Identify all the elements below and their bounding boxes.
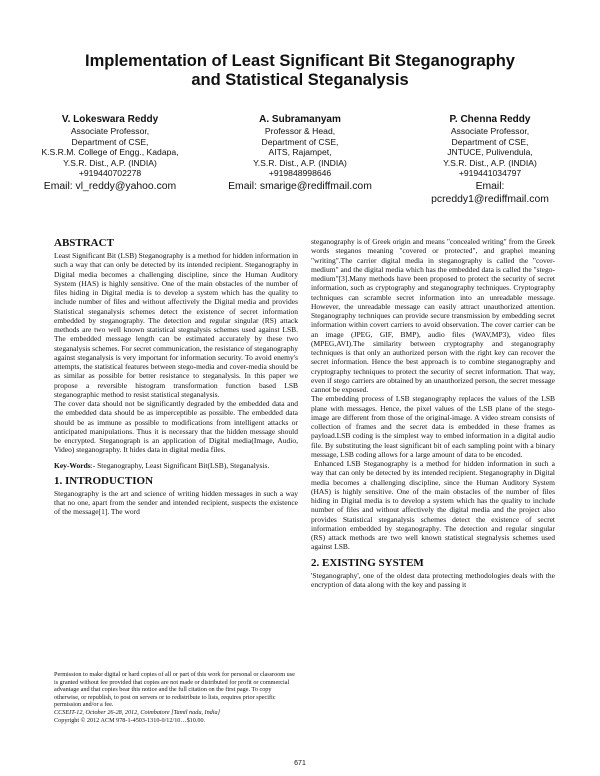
author-affiliation-line: Department of CSE, <box>451 136 529 147</box>
author-phone: +919848998646 <box>268 168 332 179</box>
abstract-paragraph: Least Significant Bit (LSB) Steganography is a method for hidden information in such a way that can only be detected by its intended recipient. Steganography in Digital media becomes a challenging discipline, since the Human Auditory System (HAS) is highly sensitive. One of the main obstacles of the number of files hiding in Digital media is to develop a system which has the quality to include number of files and without affectively the Digital media and provides Statistical steganalysis schemes detect the existence of secret information embedded by steganography. The detection and regular singular (RS) attack methods are two well known statistical stegnalysis schemes used against LSB. The embedded message length can be estimated accurately by these two steganalysis schemes. For secret communication, the resistance of steganography against steganalysis is very important for information security. To avoid enemy's attempts, the statistical features between stego-media and cover-media should be as similar as possible for better resistance to steganalysis. In this paper we propose a reversible histogram transformation function based LSB steganographic method to resist statistical steganalysis. <box>54 251 298 399</box>
author-affiliation-line: JNTUCE, Pulivendula, <box>447 147 533 158</box>
author-affiliation-line: Associate Professor, <box>70 126 150 136</box>
paper-title-line2: and Statistical Steganalysis <box>191 71 409 89</box>
author-name: P. Chenna Reddy <box>449 114 531 125</box>
author-3 <box>400 113 580 206</box>
author-email: Email: <box>475 180 505 192</box>
right-column <box>311 237 555 589</box>
author-affiliation-line: Department of CSE, <box>71 136 149 147</box>
body-paragraph: 'Steganography', one of the oldest data protecting methodologies deals with the encryption of data along with the key and passing it <box>311 570 555 589</box>
copyright-info: Copyright © 2012 ACM 978-1-4503-1310-0/12/10…$10.00. <box>54 716 206 724</box>
introduction-paragraph: Steganography is the art and science of writing hidden messages in such a way that no one, apart from the sender and intended recipient, suspects the existence of the message[1]. The word <box>54 488 298 517</box>
body-paragraph: The embedding process of LSB steganography replaces the values of the LSB plane with messages. Hence, the pixel values of the LSB plane of the stego-image are different from those of the original-image. A video stream consists of collection of frames and the secret data is embedded in these frames as payload.LSB coding is the simplest way to embed information in a digital audio file. By substituting the least significant bit of each sampling point with a binary message, LSB coding allows for a large amount of data to be encoded. <box>311 394 555 459</box>
author-block <box>40 113 560 208</box>
body-paragraph: Enhanced LSB Steganography is a method for hidden information in such a way that can only be detected by its intended recipient. Steganography in Digital media becomes a challenging discipline, since the Human Auditory System (HAS) is highly sensitive. One of the main obstacles of the number of files hiding in Digital media is to develop a system which has the quality to include number of files and without affectively the digital media and the project also provides Statistical steganalysis schemes detect the existence of secret information embedded by steganography. The detection and regular singular (RS) attack methods are two well known statistical stegnalysis schemes used against LSB. <box>311 459 555 552</box>
author-1 <box>20 113 200 193</box>
author-affiliation-line: Department of CSE, <box>261 136 339 147</box>
author-name: A. Subramanyam <box>259 114 341 125</box>
paper-title <box>40 52 560 90</box>
abstract-paragraph: The cover data should not be significantly degraded by the embedded data and the embedded data should be as imperceptible as possible. The embedded data should be as immune as possible to modifications from intelligent attacks or anticipated manipulations. Thus it is necessary that the hidden message should be encrypted. Steganograph is an application of Digital media(Image, Audio, Video) steganography. It hides data in digital media files. <box>54 399 298 455</box>
page-number: 671 <box>294 760 306 767</box>
author-affiliation-line: K.S.R.M. College of Engg., Kadapa, <box>41 147 179 158</box>
author-name: V. Lokeswara Reddy <box>61 114 159 125</box>
conference-info: CCSEIT-12, October 26-28, 2012, Coimbatore [Tamil nadu, India] <box>54 708 220 716</box>
left-column <box>54 237 298 517</box>
author-affiliation-line: Y.S.R. Dist., A.P. (INDIA) <box>63 157 157 168</box>
author-2 <box>210 113 390 193</box>
author-phone: +919440702278 <box>78 168 142 179</box>
existing-system-heading: 2. EXISTING SYSTEM <box>311 556 424 569</box>
keywords <box>54 461 298 470</box>
keywords-label: Key-Words <box>54 460 91 470</box>
author-email: Email: vl_reddy@yahoo.com <box>43 180 177 192</box>
author-phone: +919441034797 <box>458 168 522 179</box>
author-affiliation-line: Associate Professor, <box>450 126 530 136</box>
author-affiliation-line: Professor & Head, <box>264 126 336 136</box>
keywords-text: :- Steganography, Least Significant Bit(LSB), Steganalysis. <box>90 460 270 470</box>
author-email: pcreddy1@rediffmail.com <box>431 193 549 205</box>
author-affiliation-line: Y.S.R. Dist., A.P. (INDIA) <box>253 157 347 168</box>
permission-notice <box>54 671 298 724</box>
author-email: Email: smarige@rediffmail.com <box>228 180 372 192</box>
permission-text: Permission to make digital or hard copies of all or part of this work for personal or classroom use is granted without fee provided that copies are not made or distributed for profit or commercial advantage and that copies bear this notice and the full citation on the first page. To copy otherwise, or republish, to post on servers or to redistribute to lists, requires prior specific permission and/or a fee. <box>54 671 295 709</box>
paper-title-line1: Implementation of Least Significant Bit Steganography <box>85 52 515 70</box>
body-paragraph: steganography is of Greek origin and means "concealed writing" from the Greek words steganos meaning "covered or protected", and graphei meaning "writing".The carrier digital media in steganography is called the "cover-medium" and the digital media which has the embedded data is called the "stego-medium"[3].Many methods have been proposed to protect the security of secret information, such as cryptography and steganography techniques. Cryptography techniques can scramble secret information into an unreadable message. However, the unreadable message can easily attract unauthorized attention. Steganography techniques can provide secure transmission by embedding secret information within covert carriers to avoid observation. The cover carrier can be an image (JPEG, GIF, BMP), audio files (WAV,MP3), video files (MPEG,AVI).The similarity between cryptography and steganography techniques is that only an authorized person with the right key can recover the secret information. Hence the best approach is to combine steganography and cryptography techniques to protect the security of secret information. That way, even if stego carriers are obtained by an unauthorized person, the secret message cannot be exposed. <box>311 237 555 394</box>
author-affiliation-line: AITS, Rajampet, <box>268 147 332 158</box>
introduction-heading: 1. INTRODUCTION <box>54 474 154 487</box>
author-affiliation-line: Y.S.R. Dist., A.P. (INDIA) <box>443 157 537 168</box>
abstract-heading: ABSTRACT <box>54 237 114 249</box>
